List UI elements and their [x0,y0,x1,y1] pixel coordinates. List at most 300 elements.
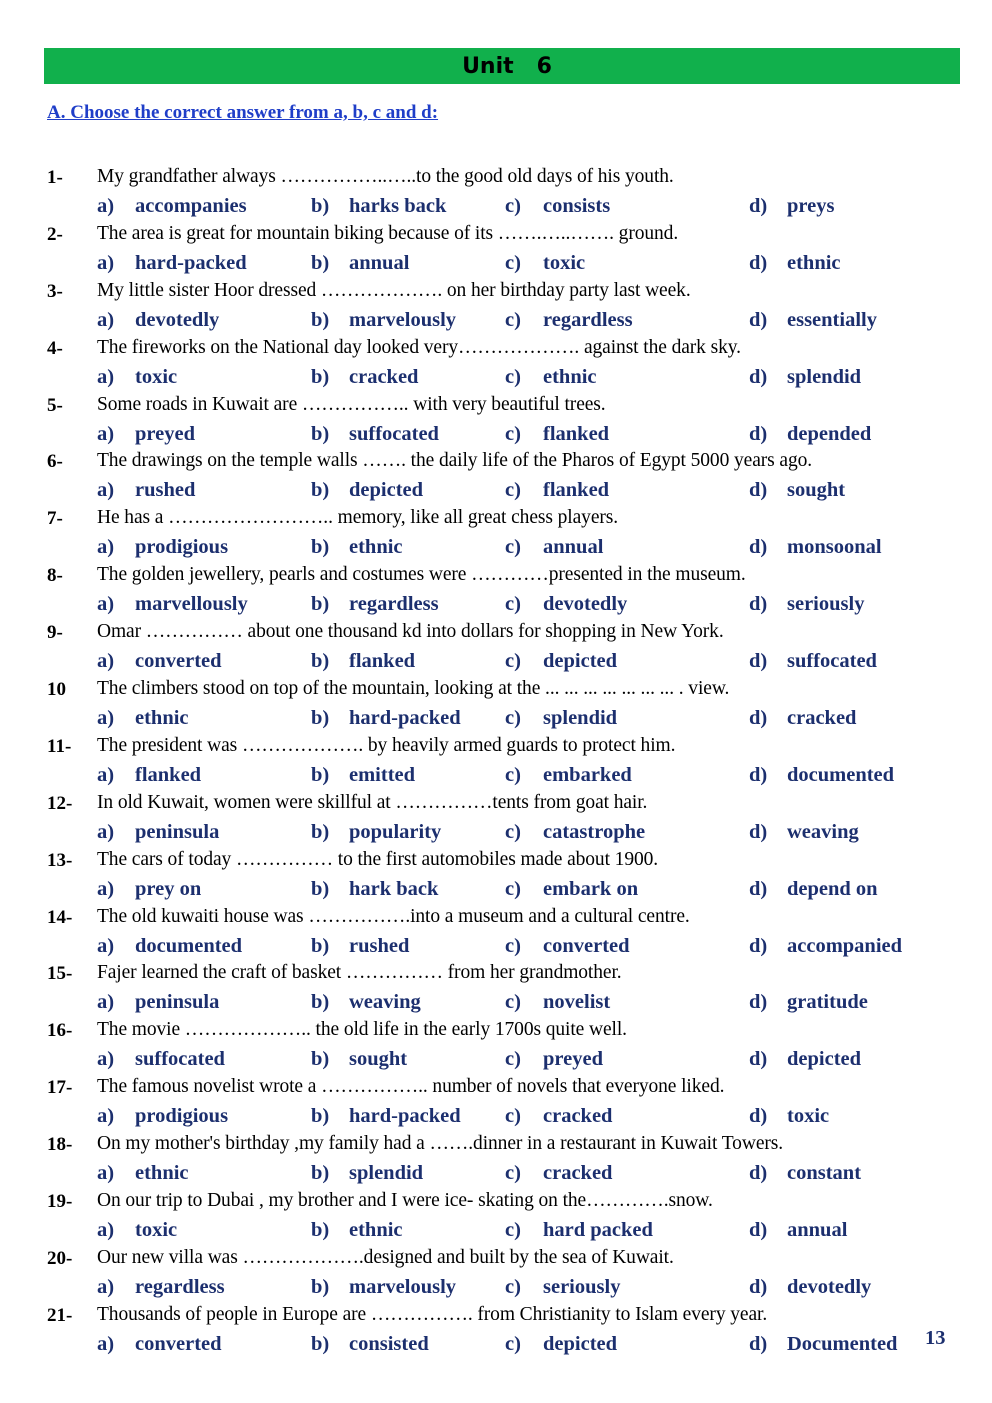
answer-option-c[interactable] [505,707,617,730]
option-text: converted [135,1332,222,1355]
answer-option-b[interactable] [311,1276,456,1299]
answer-option-b[interactable] [311,536,403,559]
answer-option-d[interactable] [749,309,877,332]
option-text: essentially [787,308,877,331]
answer-option-c[interactable] [505,1276,620,1299]
option-letter: b) [311,1275,330,1298]
answer-option-a[interactable] [97,195,247,218]
option-text: preyed [135,422,195,445]
answer-option-c[interactable] [505,423,609,446]
option-text: devotedly [543,593,628,616]
option-text: flanked [135,763,202,786]
option-letter: d) [749,1105,768,1128]
answer-option-b[interactable] [311,991,421,1014]
question-item [0,1017,992,1074]
answer-option-b[interactable] [311,1333,429,1356]
option-letter: a) [97,365,115,388]
option-text: suffocated [349,422,439,445]
option-letter: a) [97,820,115,843]
option-text: ethnic [349,1219,403,1242]
option-letter: c) [505,650,521,673]
answer-option-c[interactable] [505,1219,653,1242]
option-text: hard-packed [349,1105,461,1128]
option-letter: a) [97,707,115,730]
question-number: 20- [47,1247,73,1269]
answer-option-c[interactable] [505,1333,617,1356]
answer-option-c[interactable] [505,991,610,1014]
option-text: weaving [349,991,421,1014]
option-text: annual [543,536,604,559]
option-letter: d) [749,536,768,559]
option-letter: a) [97,1332,115,1355]
question-item [0,1074,992,1131]
option-text: gratitude [787,991,868,1014]
answer-option-c[interactable] [505,479,609,502]
option-text: cracked [787,707,857,730]
question-item [0,392,992,449]
question-number: 13- [47,849,73,871]
answer-option-c[interactable] [505,1048,603,1071]
option-letter: c) [505,1048,521,1071]
option-text: hark back [349,877,439,900]
answer-option-a[interactable] [97,536,228,559]
option-text: devotedly [787,1275,872,1298]
option-text: seriously [543,1275,621,1298]
option-text: prodigious [135,1105,229,1128]
option-text: flanked [349,650,416,673]
option-text: preyed [543,1048,603,1071]
answer-option-a[interactable] [97,1105,228,1128]
answer-option-d[interactable] [749,536,882,559]
option-text: cracked [543,1162,613,1185]
answer-option-a[interactable] [97,650,222,673]
question-item [0,1245,992,1302]
option-letter: d) [749,251,768,274]
option-text: splendid [787,365,862,388]
option-letter: c) [505,308,521,331]
option-text: splendid [543,707,618,730]
question-text: The movie ……………….. the old life in the early 1700s quite well. [97,1019,627,1041]
option-letter: d) [749,763,768,786]
option-letter: b) [311,991,330,1014]
option-text: rushed [349,934,410,957]
option-text: consists [543,195,611,217]
question-text: The area is great for mountain biking because of its …….…..……. ground. [97,222,679,244]
option-text: accompanied [787,934,903,957]
answer-option-d[interactable] [749,707,856,730]
question-text: The cars of today …………… to the first automobiles made about 1900. [97,848,659,870]
option-text: weaving [787,820,859,843]
option-letter: b) [311,1162,330,1185]
question-number: 21- [47,1304,73,1326]
option-text: hard-packed [349,707,461,730]
answer-option-a[interactable] [97,991,219,1014]
answer-option-d[interactable] [749,479,845,502]
option-letter: a) [97,934,115,957]
question-item [0,562,992,619]
option-letter: b) [311,251,330,274]
option-text: regardless [543,308,633,331]
option-letter: d) [749,1048,768,1071]
question-number: 4- [47,337,63,359]
answer-option-d[interactable] [749,1333,897,1356]
question-text: The famous novelist wrote a …………….. number of novels that everyone liked. [97,1076,725,1098]
option-text: marvelously [349,308,457,331]
question-text: The climbers stood on top of the mountain, looking at the ... ... ... ... ... ... ... . view. [97,678,730,700]
option-letter: c) [505,536,521,559]
unit-banner [44,48,960,84]
answer-option-c[interactable] [505,878,638,901]
option-letter: a) [97,308,115,331]
option-text: marvelously [349,1275,457,1298]
question-text: Fajer learned the craft of basket …………… from her grandmother. [97,962,622,984]
answer-option-b[interactable] [311,195,446,218]
question-item [0,448,992,505]
answer-option-a[interactable] [97,707,189,730]
option-text: harks back [349,195,447,217]
option-text: devotedly [135,308,220,331]
option-text: ethnic [135,707,189,730]
option-letter: d) [749,707,768,730]
option-letter: b) [311,1219,330,1242]
answer-option-c[interactable] [505,252,585,275]
option-text: preys [787,195,835,217]
option-text: converted [543,934,630,957]
option-text: cracked [543,1105,613,1128]
option-text: peninsula [135,991,220,1014]
answer-option-c[interactable] [505,1105,612,1128]
question-number: 18- [47,1134,73,1156]
answer-option-d[interactable] [749,821,859,844]
answer-option-c[interactable] [505,195,610,218]
option-text: monsoonal [787,536,882,559]
question-text: Our new villa was ……………….designed and built by the sea of Kuwait. [97,1246,674,1268]
answer-option-a[interactable] [97,593,248,616]
option-letter: a) [97,650,115,673]
answer-option-c[interactable] [505,764,632,787]
question-text: The old kuwaiti house was …………….into a museum and a cultural centre. [97,905,690,927]
option-letter: c) [505,1219,521,1242]
option-letter: a) [97,877,115,900]
option-text: peninsula [135,820,220,843]
answer-option-b[interactable] [311,309,456,332]
option-text: depicted [543,650,618,673]
answer-option-b[interactable] [311,593,439,616]
option-text: seriously [787,593,865,616]
option-letter: d) [749,593,768,616]
option-letter: a) [97,422,115,445]
answer-option-d[interactable] [749,366,861,389]
option-text: depend on [787,877,878,900]
option-letter: c) [505,593,521,616]
option-letter: b) [311,195,330,217]
question-item [0,790,992,847]
option-letter: d) [749,991,768,1014]
option-text: flanked [543,479,610,502]
option-text: hard packed [543,1219,653,1242]
option-letter: d) [749,308,768,331]
question-item [0,960,992,1017]
option-letter: b) [311,308,330,331]
option-letter: a) [97,991,115,1014]
answer-option-b[interactable] [311,423,439,446]
answer-option-a[interactable] [97,764,201,787]
option-letter: c) [505,195,521,217]
option-letter: c) [505,707,521,730]
option-letter: a) [97,1162,115,1185]
question-item [0,1131,992,1188]
option-letter: d) [749,1162,768,1185]
question-number: 17- [47,1077,73,1099]
option-text: toxic [787,1105,830,1128]
answer-option-b[interactable] [311,650,415,673]
answer-option-c[interactable] [505,309,633,332]
option-letter: d) [749,934,768,957]
question-text: Some roads in Kuwait are …………….. with very beautiful trees. [97,393,606,415]
option-letter: c) [505,820,521,843]
answer-option-d[interactable] [749,991,868,1014]
option-letter: d) [749,195,768,217]
option-letter: b) [311,1332,330,1355]
question-item [0,505,992,562]
question-number: 19- [47,1191,73,1213]
option-text: prodigious [135,536,229,559]
option-letter: b) [311,934,330,957]
question-number: 12- [47,792,73,814]
option-letter: b) [311,820,330,843]
section-instruction: A. Choose the correct answer from a, b, c and d: [47,102,439,123]
option-letter: d) [749,1332,768,1355]
answer-option-d[interactable] [749,252,841,275]
option-letter: b) [311,479,330,502]
option-text: toxic [135,365,178,388]
question-number: 11- [47,735,72,757]
answer-option-a[interactable] [97,479,195,502]
answer-option-b[interactable] [311,366,418,389]
option-letter: a) [97,763,115,786]
option-letter: c) [505,934,521,957]
option-text: documented [135,934,243,957]
option-text: consisted [349,1332,429,1355]
question-number: 3- [47,280,63,302]
answer-option-c[interactable] [505,821,645,844]
question-text: On my mother's birthday ,my family had a …….dinner in a restaurant in Kuwait Towers. [97,1133,784,1155]
option-letter: c) [505,1105,521,1128]
answer-option-c[interactable] [505,536,603,559]
option-text: ethnic [787,251,841,274]
page-number: 13 [925,1327,946,1349]
question-number: 6- [47,451,63,473]
option-text: ethnic [349,536,403,559]
answer-option-b[interactable] [311,707,461,730]
answer-option-b[interactable] [311,1162,423,1185]
option-letter: b) [311,365,330,388]
answer-option-c[interactable] [505,1162,612,1185]
option-text: flanked [543,422,610,445]
question-number: 10 [47,679,66,701]
option-text: Documented [787,1332,898,1355]
option-text: depicted [349,479,424,502]
answer-option-c[interactable] [505,366,597,389]
option-letter: d) [749,1275,768,1298]
option-text: constant [787,1162,862,1185]
answer-option-b[interactable] [311,878,438,901]
question-text: Omar …………… about one thousand kd into dollars for shopping in New York. [97,621,724,643]
answer-option-b[interactable] [311,821,441,844]
question-text: The president was ………………. by heavily armed guards to protect him. [97,734,676,756]
option-text: toxic [135,1219,178,1242]
answer-option-a[interactable] [97,1276,225,1299]
question-text: The drawings on the temple walls ……. the daily life of the Pharos of Egypt 5000 years ago. [97,450,813,472]
answer-option-d[interactable] [749,1219,847,1242]
answer-option-d[interactable] [749,1162,861,1185]
option-text: annual [349,251,410,274]
question-number: 15- [47,963,73,985]
option-letter: c) [505,251,521,274]
option-text: embarked [543,763,632,786]
question-item [0,847,992,904]
option-text: sought [349,1048,408,1071]
option-text: emitted [349,763,416,786]
question-text: Thousands of people in Europe are ……………. from Christianity to Islam every year. [97,1303,768,1325]
option-text: regardless [135,1275,225,1298]
answer-option-a[interactable] [97,423,195,446]
answer-option-d[interactable] [749,593,864,616]
question-item [0,1302,992,1359]
option-letter: b) [311,707,330,730]
option-text: marvellously [135,593,248,616]
option-text: converted [135,650,222,673]
option-text: rushed [135,479,196,502]
answer-option-b[interactable] [311,1219,403,1242]
answer-option-a[interactable] [97,1219,177,1242]
option-letter: a) [97,536,115,559]
option-letter: c) [505,1162,521,1185]
answer-option-d[interactable] [749,423,871,446]
option-letter: c) [505,877,521,900]
answer-option-d[interactable] [749,878,878,901]
option-letter: d) [749,479,768,502]
option-letter: c) [505,422,521,445]
option-letter: d) [749,1219,768,1242]
answer-option-a[interactable] [97,821,219,844]
option-letter: a) [97,195,115,217]
answer-option-a[interactable] [97,366,177,389]
option-letter: b) [311,1105,330,1128]
option-text: depicted [543,1332,618,1355]
answer-option-d[interactable] [749,935,902,958]
option-text: hard-packed [135,251,247,274]
option-text: catastrophe [543,820,646,843]
question-text: The golden jewellery, pearls and costumes were …………presented in the museum. [97,564,746,586]
option-text: accompanies [135,195,247,217]
option-text: ethnic [543,365,597,388]
unit-title: Unit 6 [462,53,552,79]
answer-option-d[interactable] [749,1048,861,1071]
option-text: depicted [787,1048,862,1071]
answer-option-a[interactable] [97,935,242,958]
answer-option-a[interactable] [97,878,201,901]
question-item [0,164,992,221]
option-letter: c) [505,991,521,1014]
answer-option-a[interactable] [97,1162,189,1185]
answer-option-c[interactable] [505,650,617,673]
option-text: sought [787,479,846,502]
option-text: suffocated [135,1048,225,1071]
option-text: popularity [349,820,442,843]
option-text: splendid [349,1162,424,1185]
option-text: annual [787,1219,848,1242]
answer-option-d[interactable] [749,764,894,787]
option-text: ethnic [135,1162,189,1185]
option-letter: d) [749,365,768,388]
question-item [0,619,992,676]
answer-option-b[interactable] [311,1105,461,1128]
option-letter: d) [749,877,768,900]
answer-option-b[interactable] [311,1048,407,1071]
answer-option-b[interactable] [311,935,409,958]
answer-option-a[interactable] [97,252,247,275]
answer-option-d[interactable] [749,1276,871,1299]
option-letter: a) [97,1048,115,1071]
question-text: My grandfather always ……………..…..to the good old days of his youth. [97,166,674,187]
option-letter: a) [97,479,115,502]
option-text: documented [787,763,895,786]
question-item [0,1188,992,1245]
option-text: cracked [349,365,419,388]
option-letter: a) [97,251,115,274]
answer-option-b[interactable] [311,764,415,787]
answer-option-a[interactable] [97,1333,222,1356]
option-text: toxic [543,251,586,274]
option-letter: b) [311,1048,330,1071]
option-letter: b) [311,877,330,900]
answer-option-a[interactable] [97,1048,225,1071]
answer-option-d[interactable] [749,1105,829,1128]
answer-option-c[interactable] [505,593,627,616]
question-number: 8- [47,565,63,587]
question-item [0,676,992,733]
answer-option-d[interactable] [749,195,834,218]
question-text: He has a …………………….. memory, like all great chess players. [97,507,619,529]
option-letter: a) [97,1105,115,1128]
question-item [0,278,992,335]
answer-option-b[interactable] [311,479,423,502]
answer-option-b[interactable] [311,252,409,275]
option-letter: d) [749,650,768,673]
answer-option-a[interactable] [97,309,219,332]
question-item [0,221,992,278]
option-text: depended [787,422,872,445]
option-text: regardless [349,593,439,616]
option-text: suffocated [787,650,877,673]
option-letter: a) [97,1219,115,1242]
question-number: 1- [47,167,63,188]
option-letter: a) [97,593,115,616]
answer-option-c[interactable] [505,935,630,958]
question-number: 5- [47,394,63,416]
option-text: prey on [135,877,202,900]
option-letter: b) [311,650,330,673]
option-letter: b) [311,593,330,616]
option-letter: d) [749,422,768,445]
question-number: 9- [47,622,63,644]
question-list [0,164,992,1359]
answer-option-d[interactable] [749,650,877,673]
option-letter: b) [311,422,330,445]
question-text: In old Kuwait, women were skillful at ……………tents from goat hair. [97,791,648,813]
question-text: The fireworks on the National day looked very………………. against the dark sky. [97,336,741,358]
